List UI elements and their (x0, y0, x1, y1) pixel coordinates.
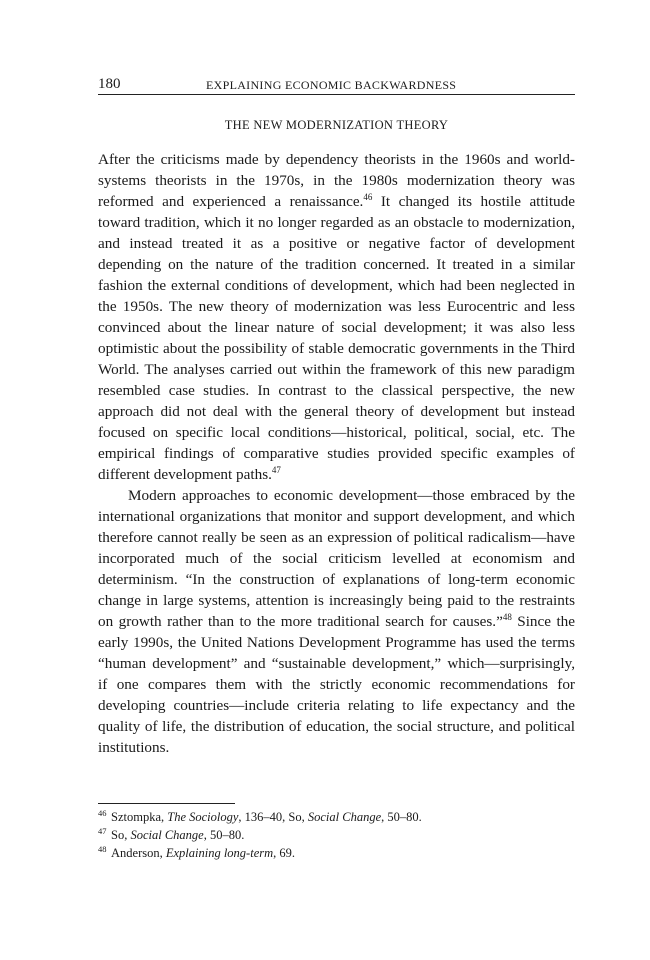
paragraph-2 (98, 485, 575, 758)
footnote-title: Social Change (130, 828, 204, 842)
running-head-title: EXPLAINING ECONOMIC BACKWARDNESS (206, 78, 457, 92)
footnote-divider (98, 803, 235, 804)
footnote-ref-48: 48 (502, 611, 512, 622)
section-title: THE NEW MODERNIZATION THEORY (224, 118, 449, 132)
footnote-47: 47 So, Social Change, 50–80. (98, 825, 245, 842)
running-header (98, 76, 575, 95)
footnote-title: The Sociology (167, 810, 239, 824)
paragraph-2-text-b: Since the early 1990s, the United Nations Development Programme has used the terms “human development” and “sustainable development,” which—surprisingly, if one compares them with the strictly economic recommendations for developing countries—include criteria relating to life expectancy and the quality of life, the distribution of education, the social structure, and political institutions. (98, 613, 576, 756)
paragraph-2-text-a: Modern approaches to economic development—those embraced by the international organizations that monitor and support development, and which therefore cannot really be seen as an expression of political radicalism—have incorporated much of the social criticism levelled at economism and determinism. “In the construction of explanations of long-term economic change in large systems, attention is increasingly being paid to the restraints on growth rather than to the more traditional search for causes.” (98, 487, 575, 630)
body-text (98, 149, 575, 758)
footnote-text: , 50–80. (203, 828, 245, 842)
paragraph-1 (98, 149, 575, 485)
footnote-text: Sztompka, (111, 810, 168, 824)
footnote-text: , 50–80. (381, 810, 422, 824)
footnote-48: 48 Anderson, Explaining long-term, 69. (98, 843, 296, 860)
footnote-text: Anderson, (111, 846, 166, 860)
footnote-text: So, (111, 828, 131, 842)
page-number: 180 (98, 76, 121, 92)
footnote-text: , 69. (273, 846, 296, 860)
footnotes (98, 808, 575, 862)
paragraph-1-text-a: After the criticisms made by dependency theorists in the 1960s and world-systems theorists in the 1970s, in the 1980s modernization theory was reformed and experienced a renaissance. (98, 151, 575, 210)
footnote-title: Explaining long-term (165, 846, 274, 860)
footnote-text: , 136–40, So, (238, 810, 308, 824)
footnote-ref-47: 47 (271, 464, 281, 475)
footnote-46: 46 Sztompka, The Sociology, 136–40, So, Social Change, 50–80. (98, 807, 422, 824)
footnote-ref-46: 46 (363, 191, 373, 202)
footnote-title: Social Change (307, 810, 382, 824)
paragraph-1-text-b: It changed its hostile attitude toward tradition, which it no longer regarded as an obstacle to modernization, and instead treated it as a positive or negative factor of development depending on the nature of the tradition concerned. It treated in a similar fashion the external conditions of development, which had been neglected in the 1950s. The new theory of modernization was less Eurocentric and less convinced about the linear nature of social development; it was also less optimistic about the possibility of stable democratic governments in the Third World. The analyses carried out within the framework of this new paradigm resembled case studies. In contrast to the classical perspective, the new approach did not deal with the general theory of development but instead focused on specific local conditions—historical, political, social, etc. The empirical findings of comparative studies provided specific examples of different development paths. (98, 193, 575, 483)
